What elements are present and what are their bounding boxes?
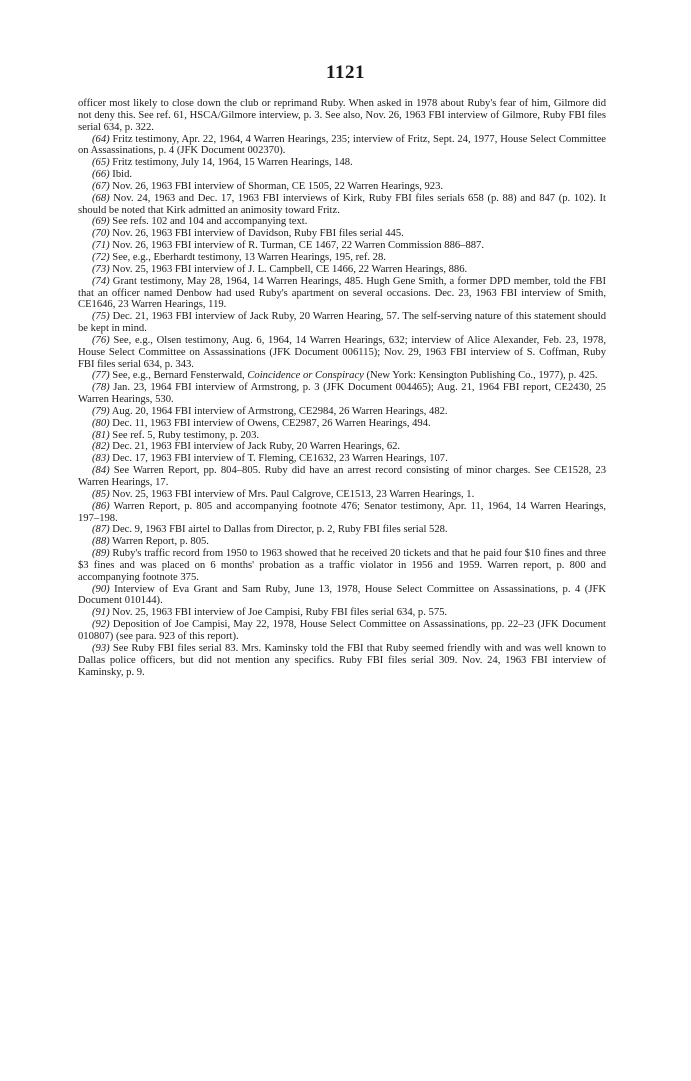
footnote-text: Nov. 24, 1963 and Dec. 17, 1963 FBI interviews of Kirk, Ruby FBI files serials 658 (p. 88) and 847 (p. 102). It should be noted that Kirk admitted an animosity toward Fritz. [78,192,606,216]
footnote [78,134,606,158]
footnote [78,430,606,442]
footnote-number: (90) [92,583,110,595]
footnote [78,335,606,371]
footnote-number: (92) [92,619,110,631]
footnote-text: Nov. 25, 1963 FBI interview of Joe Campisi, Ruby FBI files serial 634, p. 575. [109,607,448,619]
footnote [78,536,606,548]
footnote-text: See ref. 5, Ruby testimony, p. 203. [109,429,260,441]
footnote-text: Ruby's traffic record from 1950 to 1963 showed that he received 20 tickets and that he paid four $10 fines and three $3 fines and was placed on 6 months' probation as a traffic violator in 1956 and 1959. Warren report, p. 800 and accompanying footnote 375. [78,548,606,583]
footnote-number: (89) [92,548,110,560]
footnote [78,252,606,264]
footnote-number: (82) [92,441,110,453]
footnote-text: Dec. 9, 1963 FBI airtel to Dallas from Director, p. 2, Ruby FBI files serial 528. [109,524,448,536]
footnote-number: (91) [92,607,110,619]
footnote-number: (79) [92,405,110,417]
footnote-number: (72) [92,251,110,263]
footnote-text: Jan. 23, 1964 FBI interview of Armstrong, p. 3 (JFK Document 004465); Aug. 21, 1964 FBI report, CE2430, 25 Warren Hearings, 530. [78,382,606,406]
footnote-number: (86) [92,500,110,512]
footnote-text: Nov. 26, 1963 FBI interview of R. Turman, CE 1467, 22 Warren Commission 886–887. [109,240,484,252]
footnote [78,193,606,217]
footnote [78,157,606,169]
footnote [78,524,606,536]
footnote-text: Nov. 26, 1963 FBI interview of Davidson, Ruby FBI files serial 445. [109,228,404,240]
footnote-text: (New York: Kensington Publishing Co., 1977), p. 425. [363,370,598,382]
footnote-text: Dec. 11, 1963 FBI interview of Owens, CE2987, 26 Warren Hearings, 494. [109,417,431,429]
footnote-number: (66) [92,169,110,181]
footnote-text: Nov. 25, 1963 FBI interview of Mrs. Paul Calgrove, CE1513, 23 Warren Hearings, 1. [109,488,475,500]
footnote-number: (88) [92,536,110,548]
footnote-number: (85) [92,488,110,500]
footnote-number: (68) [92,192,110,204]
footnote-number: (70) [92,228,110,240]
footnote-text: Grant testimony, May 28, 1964, 14 Warren Hearings, 485. Hugh Gene Smith, a former DPD member, told the FBI that an officer named Denbow had used Ruby's apartment on several occasions. Dec. 23, 1963 FBI interview of Smith, CE1646, 23 Warren Hearings, 119. [78,275,606,311]
footnote [78,643,606,679]
footnote-number: (64) [92,133,110,145]
footnote [78,98,606,134]
footnote-number: (81) [92,429,110,441]
footnote-text: Deposition of Joe Campisi, May 22, 1978, House Select Committee on Assassinations, pp. 22–23 (JFK Document 010807) (see para. 923 of this report). [78,619,606,642]
footnote [78,382,606,406]
footnote-number: (87) [92,524,110,536]
footnote-text: Warren Report, p. 805. [109,536,209,548]
footnote-text: Aug. 20, 1964 FBI interview of Armstrong, CE2984, 26 Warren Hearings, 482. [109,405,448,417]
footnote-text: Nov. 25, 1963 FBI interview of J. L. Campbell, CE 1466, 22 Warren Hearings, 886. [109,263,468,275]
footnote [78,501,606,525]
footnote [78,370,606,382]
footnote-text: Warren Report, p. 805 and accompanying footnote 476; Senator testimony, Apr. 11, 1964, 14 Warren Hearings, 197–198. [78,500,606,524]
footnote-text: officer most likely to close down the club or reprimand Ruby. When asked in 1978 about Ruby's fear of him, Gilmore did not deny this. See ref. 61, HSCA/Gilmore interview, p. 3. See also, Nov. 26, 1963 FBI interview of Gilmore, Ruby FBI files serial 634, p. 322. [78,98,606,133]
footnote-text: Fritz testimony, Apr. 22, 1964, 4 Warren Hearings, 235; interview of Fritz, Sept. 24, 1977, House Select Committee on Assassinations, p. 4 (JFK Document 002370). [78,133,606,157]
footnote [78,406,606,418]
footnote-text: Dec. 21, 1963 FBI interview of Jack Ruby, 20 Warren Hearing, 57. The self-serving nature of this statement should be kept in mind. [78,311,606,335]
footnote-number: (65) [92,157,110,169]
footnote [78,465,606,489]
footnote-number: (84) [92,465,110,477]
footnotes-body [78,98,606,678]
footnote [78,607,606,619]
footnote-text: See Ruby FBI files serial 83. Mrs. Kaminsky told the FBI that Ruby seemed friendly with and was well known to Dallas police officers, but did not mention any specifics. Ruby FBI files serial 309. Nov. 24, 1963 FBI interview of Kaminsky, p. 9. [78,642,606,678]
footnote [78,181,606,193]
footnote-number: (73) [92,263,110,275]
footnote [78,311,606,335]
footnote [78,240,606,252]
footnote-text: Nov. 26, 1963 FBI interview of Shorman, CE 1505, 22 Warren Hearings, 923. [109,180,444,192]
footnote [78,453,606,465]
footnote-number: (83) [92,453,110,465]
footnote [78,276,606,312]
footnote-number: (80) [92,417,110,429]
footnote-text: Ibid. [109,169,133,181]
footnote [78,619,606,643]
footnote-number: (78) [92,382,110,394]
footnote [78,489,606,501]
footnote-number: (76) [92,334,110,346]
footnote-text: Dec. 21, 1963 FBI interview of Jack Ruby, 20 Warren Hearings, 62. [109,441,401,453]
footnote-number: (74) [92,275,110,287]
footnote-number: (77) [92,370,110,382]
footnote-text: Fritz testimony, July 14, 1964, 15 Warren Hearings, 148. [109,157,353,169]
footnote-text: See, e.g., Olsen testimony, Aug. 6, 1964, 14 Warren Hearings, 632; interview of Alice Alexander, Feb. 23, 1978, House Select Committee on Assassinations (JFK Document 006115); Nov. 29, 1963 FBI interview of S. Coffman, Ruby FBI files serial 634, p. 343. [78,334,606,370]
footnote-number: (67) [92,180,110,192]
footnote-title: Coincidence or Conspiracy [247,370,364,382]
footnote-text: See refs. 102 and 104 and accompanying text. [109,216,308,228]
footnote [78,584,606,608]
footnote [78,264,606,276]
footnote [78,418,606,430]
footnote [78,228,606,240]
footnote [78,216,606,228]
footnote-number: (75) [92,311,110,323]
footnote-number: (93) [92,642,110,654]
footnote-text: See, e.g., Eberhardt testimony, 13 Warren Hearings, 195, ref. 28. [109,251,386,263]
footnote-text: See Warren Report, pp. 804–805. Ruby did have an arrest record consisting of minor charges. See CE1528, 23 Warren Hearings, 17. [78,465,606,488]
footnote-text: Interview of Eva Grant and Sam Ruby, June 13, 1978, House Select Committee on Assassinations, p. 4 (JFK Document 010144). [78,583,606,607]
footnote [78,441,606,453]
page-number: 1121 [326,62,365,83]
footnote-number: (71) [92,240,110,252]
footnote [78,169,606,181]
footnote-text: See, e.g., Bernard Fensterwald, [109,370,248,382]
footnote-text: Dec. 17, 1963 FBI interview of T. Fleming, CE1632, 23 Warren Hearings, 107. [109,453,448,465]
footnote [78,548,606,584]
footnote-number: (69) [92,216,110,228]
